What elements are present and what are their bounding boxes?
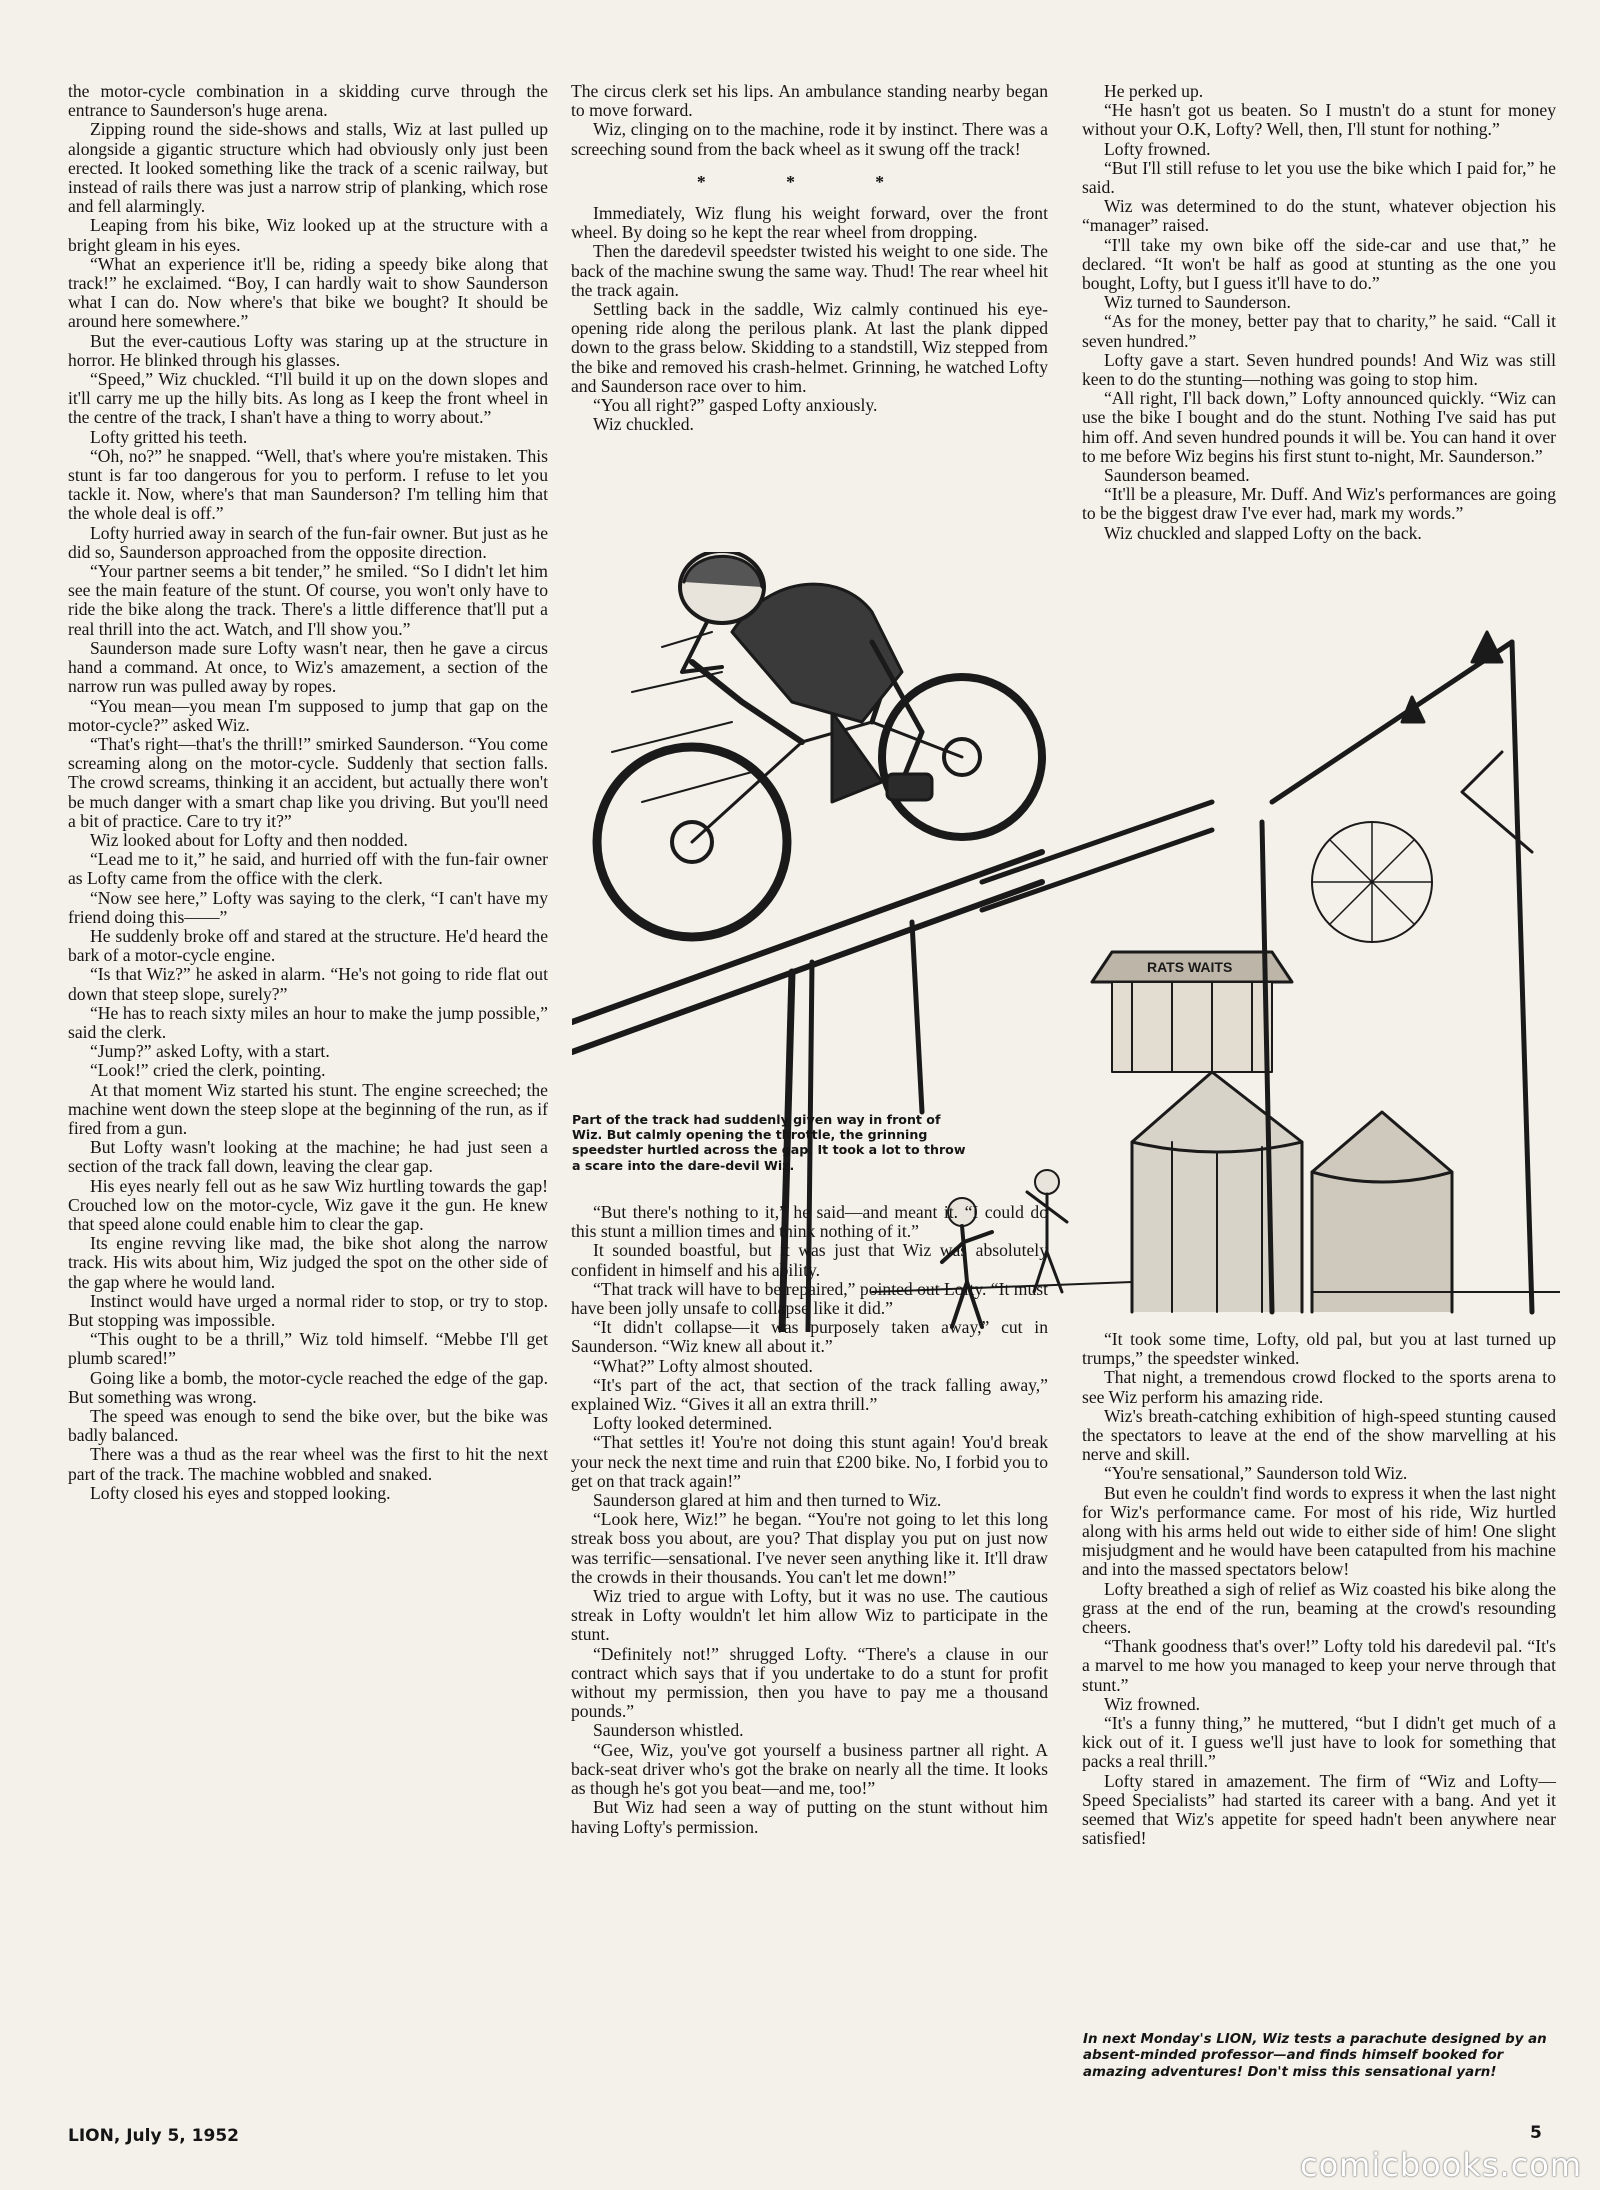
paragraph: “Gee, Wiz, you've got yourself a business partner all right. A back-seat driver who's got the brake on nearly all the time. It looks as though he's got you beat—and me, too!”: [571, 1739, 1048, 1799]
paragraph: “Jump?” asked Lofty, with a start.: [90, 1041, 330, 1062]
paragraph: Wiz's breath-catching exhibition of high-speed stunting caused the spectators to leave at the end of the show marvelling at his nerve and skill.: [1082, 1405, 1556, 1465]
paragraph: “This ought to be a thrill,” Wiz told himself. “Mebbe I'll get plumb scared!”: [68, 1329, 548, 1369]
paragraph: “I'll take my own bike off the side-car and use that,” he declared. “It won't be half as good at stunting as the one you bought, Lofty, but I guess it'll have to do.”: [1082, 234, 1556, 294]
paragraph: It sounded boastful, but it was just that Wiz was absolutely confident in himself and his ability.: [571, 1240, 1048, 1280]
paragraph: Lofty hurried away in search of the fun-fair owner. But just as he did so, Saunderson approached from the opposite direction.: [68, 522, 548, 562]
paragraph: “What?” Lofty almost shouted.: [593, 1355, 813, 1376]
paragraph: Lofty breathed a sigh of relief as Wiz coasted his bike along the grass at the end of the run, beaming at the crowd's resounding cheers.: [1082, 1578, 1556, 1638]
paragraph: But the ever-cautious Lofty was staring up at the structure in horror. He blinked through his glasses.: [68, 330, 548, 370]
paragraph: The circus clerk set his lips. An ambulance standing nearby began to move forward.: [571, 81, 1048, 121]
article-column-3-bottom: [1082, 1330, 1556, 1848]
paragraph: Going like a bomb, the motor-cycle reached the edge of the gap. But something was wrong.: [68, 1367, 548, 1407]
paragraph: the motor-cycle combination in a skidding curve through the entrance to Saunderson's huge arena.: [68, 81, 548, 121]
paragraph: “Speed,” Wiz chuckled. “I'll build it up on the down slopes and it'll carry me up the hilly bits. As long as I keep the front wheel in the centre of the track, I shan't have a thing to worry about.”: [68, 369, 548, 428]
paragraph: “Lead me to it,” he said, and hurried off with the fun-fair owner as Lofty came from the office with the clerk.: [68, 849, 548, 889]
paragraph: Lofty stared in amazement. The firm of “Wiz and Lofty—Speed Specialists” had started its career with a bang. And yet it seemed that Wiz's appetite for speed hadn't been anywhere near satisfied!: [1082, 1770, 1556, 1849]
paragraph: “You mean—you mean I'm supposed to jump that gap on the motor-cycle?” asked Wiz.: [68, 695, 548, 735]
paragraph: Lofty looked determined.: [593, 1413, 773, 1434]
section-break: * * *: [696, 171, 923, 192]
paragraph: “But I'll still refuse to let you use the bike which I paid for,” he said.: [1082, 157, 1556, 198]
paragraph: “That's right—that's the thrill!” smirked Saunderson. “You come screaming along on the motor-cycle. Suddenly that section falls. The crowd screams, thinking it an accident, but actually there won't be much danger with a smart chap like you driving. But you'll need a bit of practice. Care to try it?”: [68, 733, 548, 831]
paragraph: Lofty gave a start. Seven hundred pounds! And Wiz was still keen to do the stunting—nothing was going to stop him.: [1082, 349, 1556, 390]
paragraph: “Now see here,” Lofty was saying to the clerk, “I can't have my friend doing this——”: [68, 887, 548, 927]
paragraph: But even he couldn't find words to express it when the last night for Wiz's performance came. For most of his ride, Wiz hurtled along with his arms held out wide to either side of him! One slight misjudgment and he would have been catapulted from his machine and into the massed spectators below!: [1082, 1482, 1556, 1580]
paragraph: Lofty gritted his teeth.: [90, 426, 248, 447]
paragraph: Wiz turned to Saunderson.: [1104, 292, 1291, 313]
paragraph: Saunderson whistled.: [593, 1720, 744, 1741]
paragraph: “Your partner seems a bit tender,” he smiled. “So I didn't let him see the main feature of the stunt. Of course, you won't only have to ride the bike along the track. There's a little difference that'll put a real thrill into the act. Watch, and I'll show you.”: [68, 561, 548, 639]
paragraph: Wiz tried to argue with Lofty, but it was no use. The cautious streak in Lofty wouldn't let him allow Wiz to participate in the stunt.: [571, 1586, 1048, 1645]
paragraph: His eyes nearly fell out as he saw Wiz hurtling towards the gap! Crouched low on the motor-cycle, Wiz gave it the gun. He knew that speed alone could enable him to clear the gap.: [68, 1175, 548, 1234]
article-column-2-bottom: [571, 1203, 1048, 1837]
masthead-date: LION, July 5, 1952: [68, 2126, 239, 2146]
paragraph: Lofty closed his eyes and stopped looking.: [90, 1482, 391, 1503]
paragraph: But Wiz had seen a way of putting on the stunt without him having Lofty's permission.: [571, 1797, 1048, 1837]
paragraph: “He hasn't got us beaten. So I mustn't do a stunt for money without your O.K, Lofty? Well, then, I'll stunt for nothing.”: [1082, 100, 1556, 140]
paragraph: “But there's nothing to it,” he said—and meant it. “I could do this stunt a million times and think nothing of it.”: [571, 1202, 1048, 1242]
article-column-3-top: [1082, 82, 1556, 543]
paragraph: Lofty frowned.: [1104, 138, 1211, 159]
article-column-1: [68, 82, 548, 1503]
illustration-caption: Part of the track had suddenly given way in front of Wiz. But calmly opening the throttle, the grinning speedster hurtled across the gap. It took a lot to throw a scare into the dare-devil Wiz.: [572, 1112, 966, 1173]
paragraph: Wiz looked about for Lofty and then nodded.: [90, 829, 408, 850]
paragraph: But Lofty wasn't looking at the machine; he had just seen a section of the track fall down, leaving the clear gap.: [68, 1137, 548, 1177]
paragraph: At that moment Wiz started his stunt. The engine screeched; the machine went down the steep slope at the beginning of the run, as if fired from a gun.: [68, 1079, 548, 1138]
paragraph: “Look here, Wiz!” he began. “You're not going to let this long streak boss you about, are you? That display you put on just now was terrific—sensational. I've never seen anything like it. It'll draw the crowds in their thousands. You can't let me down!”: [571, 1509, 1048, 1587]
paragraph: That night, a tremendous crowd flocked to the sports arena to see Wiz perform his amazing ride.: [1082, 1367, 1556, 1407]
paragraph: Wiz frowned.: [1104, 1693, 1201, 1714]
paragraph: “It's a funny thing,” he muttered, “but I didn't get much of a kick out of it. I guess we'll just have to look for something that packs a real thrill.”: [1082, 1713, 1556, 1772]
paragraph: There was a thud as the rear wheel was the first to hit the next part of the track. The machine wobbled and snaked.: [68, 1444, 548, 1484]
paragraph: “Thank goodness that's over!” Lofty told his daredevil pal. “It's a marvel to me how you managed to keep your nerve through that stunt.”: [1082, 1636, 1556, 1695]
column-2-top-rest: [571, 204, 1048, 434]
paragraph: “That settles it! You're not doing this stunt again! You'd break your neck the next time and ruin that £200 bike. No, I forbid you to get on that track again!”: [571, 1432, 1048, 1491]
paragraph: “That track will have to be repaired,” pointed out Lofty. “It must have been jolly unsafe to collapse like it did.”: [571, 1278, 1048, 1319]
paragraph: Wiz was determined to do the stunt, whatever objection his “manager” raised.: [1082, 196, 1556, 236]
paragraph: Wiz chuckled and slapped Lofty on the back.: [1104, 522, 1422, 543]
paragraph: The speed was enough to send the bike over, but the bike was badly balanced.: [68, 1406, 548, 1446]
paragraph: “Look!” cried the clerk, pointing.: [90, 1060, 326, 1081]
paragraph: Wiz chuckled.: [593, 414, 694, 435]
paragraph: “You all right?” gasped Lofty anxiously.: [593, 395, 878, 416]
paragraph: Wiz, clinging on to the machine, rode it by instinct. There was a screeching sound from the back wheel as it swung off the track!: [571, 119, 1048, 159]
paragraph: “It'll be a pleasure, Mr. Duff. And Wiz's performances are going to be the biggest draw I've ever had, mark my words.”: [1082, 484, 1556, 524]
paragraph: “You're sensational,” Saunderson told Wiz.: [1104, 1463, 1408, 1484]
paragraph: “It didn't collapse—it was purposely taken away,” cut in Saunderson. “Wiz knew all about it.”: [571, 1317, 1048, 1357]
paragraph: Instinct would have urged a normal rider to stop, or try to stop. But stopping was impossible.: [68, 1290, 548, 1330]
paragraph: “It took some time, Lofty, old pal, but you at last turned up trumps,” the speedster winked.: [1082, 1329, 1556, 1369]
paragraph: Leaping from his bike, Wiz looked up at the structure with a bright gleam in his eyes.: [68, 215, 548, 255]
paragraph: “Oh, no?” he snapped. “Well, that's where you're mistaken. This stunt is far too dangerous for you to perform. I refuse to let you tackle it. Now, where's that man Saunderson? I'm telling him that the whole deal is off.”: [68, 445, 548, 524]
article-column-2-top: [571, 82, 1048, 434]
paragraph: “Definitely not!” shrugged Lofty. “There's a clause in our contract which says that if you undertake to do a stunt for profit without my permission, then you have to pay me a thousand pounds.”: [571, 1643, 1048, 1722]
paragraph: “He has to reach sixty miles an hour to make the jump possible,” said the clerk.: [68, 1002, 548, 1042]
paragraph: Immediately, Wiz flung his weight forward, over the front wheel. By doing so he kept the rear wheel from dropping.: [571, 203, 1048, 243]
paragraph: Zipping round the side-shows and stalls, Wiz at last pulled up alongside a gigantic structure which had obviously only just been erected. It looked something like the track of a scenic railway, but instead of rails there was just a narrow strip of planking, which rose and fell alarmingly.: [68, 119, 548, 217]
paragraph: Saunderson glared at him and then turned to Wiz.: [593, 1490, 942, 1511]
paragraph: “As for the money, better pay that to charity,” he said. “Call it seven hundred.”: [1082, 311, 1556, 351]
paragraph: “Is that Wiz?” he asked in alarm. “He's not going to ride flat out down that steep slope, surely?”: [68, 964, 548, 1004]
fairground-sign-text: RATS WAITS: [1147, 959, 1233, 975]
page-number: 5: [1530, 2123, 1542, 2143]
paragraph: “All right, I'll back down,” Lofty announced quickly. “Wiz can use the bike I bought and do the stunt. Nothing I've said has put him off. And seven hundred pounds it will be. You can hand it over to me before Wiz begins his first stunt to-night, Mr. Saunderson.”: [1082, 388, 1556, 466]
paragraph: Saunderson made sure Lofty wasn't near, then he gave a circus hand a command. At once, to Wiz's amazement, a section of the narrow run was pulled away by ropes.: [68, 637, 548, 697]
paragraph: Saunderson beamed.: [1104, 465, 1250, 486]
paragraph: Its engine revving like mad, the bike shot along the narrow track. His wits about him, Wiz judged the spot on the other side of the gap where he would land.: [68, 1233, 548, 1292]
paragraph: “It's part of the act, that section of the track falling away,” explained Wiz. “Gives it all an extra thrill.”: [571, 1374, 1048, 1415]
watermark: comicbooks.com: [1300, 2146, 1583, 2184]
paragraph: He suddenly broke off and stared at the structure. He'd heard the bark of a motor-cycle engine.: [68, 925, 548, 966]
paragraph: Then the daredevil speedster twisted his weight to one side. The back of the machine swung the same way. Thud! The rear wheel hit the track again.: [571, 241, 1048, 300]
next-issue-teaser: In next Monday's LION, Wiz tests a parachute designed by an absent-minded professor—and finds himself booked for amazing adventures! Don't miss this sensational yarn!: [1083, 2032, 1547, 2080]
paragraph: He perked up.: [1104, 81, 1204, 101]
paragraph: Settling back in the saddle, Wiz calmly continued his eye-opening ride along the perilous plank. At last the plank dipped down to the grass below. Skidding to a standstill, Wiz stepped from the bike and removed his crash-helmet. Grinning, he watched Lofty and Saunderson race over to him.: [571, 299, 1048, 396]
paragraph: “What an experience it'll be, riding a speedy bike along that track!” he exclaimed. “Boy, I can hardly wait to show Saunderson what I can do. Now where's that bike we bought? It should be around here somewhere.”: [68, 253, 548, 332]
